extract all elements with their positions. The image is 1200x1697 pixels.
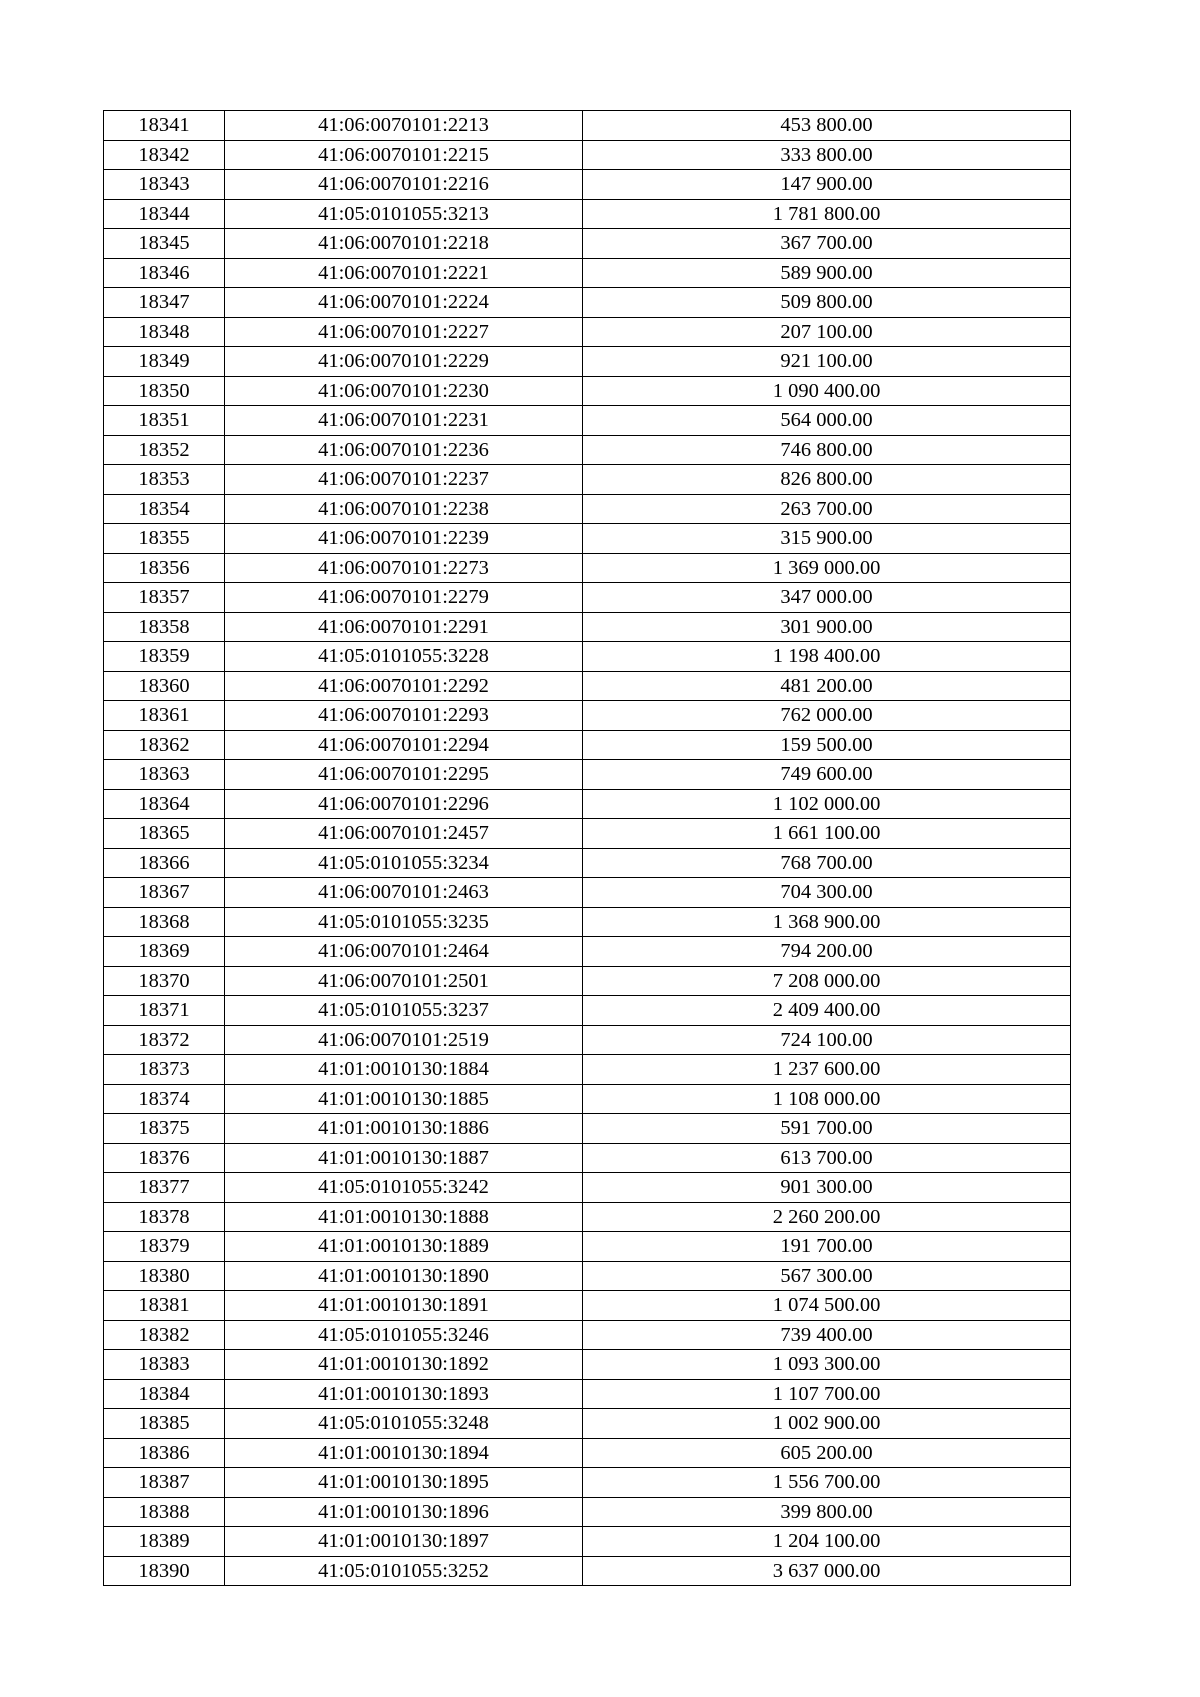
table-row bbox=[104, 1438, 1071, 1468]
row-number-cell: 18387 bbox=[104, 1468, 225, 1498]
cadastral-number-cell: 41:06:0070101:2293 bbox=[225, 701, 583, 731]
cadastral-number-cell: 41:06:0070101:2238 bbox=[225, 494, 583, 524]
cadastral-number-cell: 41:06:0070101:2229 bbox=[225, 347, 583, 377]
cadastral-number-cell: 41:06:0070101:2519 bbox=[225, 1025, 583, 1055]
cadastral-value-cell: 2 409 400.00 bbox=[583, 996, 1071, 1026]
cadastral-value-cell: 749 600.00 bbox=[583, 760, 1071, 790]
cadastral-value-cell: 481 200.00 bbox=[583, 671, 1071, 701]
table-row bbox=[104, 170, 1071, 200]
cadastral-value-cell: 191 700.00 bbox=[583, 1232, 1071, 1262]
cadastral-value-cell: 1 107 700.00 bbox=[583, 1379, 1071, 1409]
cadastral-value-cell: 591 700.00 bbox=[583, 1114, 1071, 1144]
row-number-cell: 18351 bbox=[104, 406, 225, 436]
cadastral-value-cell: 301 900.00 bbox=[583, 612, 1071, 642]
cadastral-number-cell: 41:05:0101055:3248 bbox=[225, 1409, 583, 1439]
cadastral-number-cell: 41:06:0070101:2216 bbox=[225, 170, 583, 200]
cadastral-value-cell: 1 102 000.00 bbox=[583, 789, 1071, 819]
table-row bbox=[104, 1055, 1071, 1085]
cadastral-number-cell: 41:05:0101055:3242 bbox=[225, 1173, 583, 1203]
table-row bbox=[104, 406, 1071, 436]
cadastral-number-cell: 41:06:0070101:2227 bbox=[225, 317, 583, 347]
cadastral-number-cell: 41:06:0070101:2213 bbox=[225, 111, 583, 141]
cadastral-value-cell: 1 198 400.00 bbox=[583, 642, 1071, 672]
table-row bbox=[104, 966, 1071, 996]
row-number-cell: 18370 bbox=[104, 966, 225, 996]
row-number-cell: 18357 bbox=[104, 583, 225, 613]
cadastral-value-cell: 509 800.00 bbox=[583, 288, 1071, 318]
table-row bbox=[104, 907, 1071, 937]
cadastral-value-cell: 739 400.00 bbox=[583, 1320, 1071, 1350]
row-number-cell: 18379 bbox=[104, 1232, 225, 1262]
table-row bbox=[104, 701, 1071, 731]
cadastral-number-cell: 41:01:0010130:1888 bbox=[225, 1202, 583, 1232]
row-number-cell: 18343 bbox=[104, 170, 225, 200]
table-row bbox=[104, 848, 1071, 878]
table-row bbox=[104, 1350, 1071, 1380]
cadastral-value-cell: 333 800.00 bbox=[583, 140, 1071, 170]
row-number-cell: 18356 bbox=[104, 553, 225, 583]
cadastral-number-cell: 41:06:0070101:2292 bbox=[225, 671, 583, 701]
row-number-cell: 18368 bbox=[104, 907, 225, 937]
cadastral-value-cell: 147 900.00 bbox=[583, 170, 1071, 200]
table-row bbox=[104, 1320, 1071, 1350]
table-row bbox=[104, 1468, 1071, 1498]
cadastral-value-cell: 367 700.00 bbox=[583, 229, 1071, 259]
table-row bbox=[104, 937, 1071, 967]
table-row bbox=[104, 199, 1071, 229]
cadastral-number-cell: 41:01:0010130:1897 bbox=[225, 1527, 583, 1557]
row-number-cell: 18385 bbox=[104, 1409, 225, 1439]
table-row bbox=[104, 1173, 1071, 1203]
table-row bbox=[104, 317, 1071, 347]
row-number-cell: 18390 bbox=[104, 1556, 225, 1586]
row-number-cell: 18347 bbox=[104, 288, 225, 318]
cadastral-value-cell: 347 000.00 bbox=[583, 583, 1071, 613]
row-number-cell: 18376 bbox=[104, 1143, 225, 1173]
cadastral-number-cell: 41:06:0070101:2291 bbox=[225, 612, 583, 642]
table-row bbox=[104, 288, 1071, 318]
table-row bbox=[104, 612, 1071, 642]
cadastral-number-cell: 41:06:0070101:2295 bbox=[225, 760, 583, 790]
cadastral-value-cell: 1 002 900.00 bbox=[583, 1409, 1071, 1439]
row-number-cell: 18349 bbox=[104, 347, 225, 377]
cadastral-number-cell: 41:06:0070101:2279 bbox=[225, 583, 583, 613]
table-row bbox=[104, 258, 1071, 288]
cadastral-number-cell: 41:06:0070101:2224 bbox=[225, 288, 583, 318]
table-row bbox=[104, 1261, 1071, 1291]
cadastral-number-cell: 41:06:0070101:2218 bbox=[225, 229, 583, 259]
cadastral-value-cell: 453 800.00 bbox=[583, 111, 1071, 141]
cadastral-value-cell: 1 204 100.00 bbox=[583, 1527, 1071, 1557]
table-row bbox=[104, 465, 1071, 495]
cadastral-number-cell: 41:06:0070101:2215 bbox=[225, 140, 583, 170]
table-row bbox=[104, 553, 1071, 583]
cadastral-value-cell: 794 200.00 bbox=[583, 937, 1071, 967]
table-row bbox=[104, 730, 1071, 760]
cadastral-number-cell: 41:06:0070101:2273 bbox=[225, 553, 583, 583]
row-number-cell: 18373 bbox=[104, 1055, 225, 1085]
cadastral-number-cell: 41:05:0101055:3228 bbox=[225, 642, 583, 672]
cadastral-value-cell: 315 900.00 bbox=[583, 524, 1071, 554]
cadastral-value-cell: 826 800.00 bbox=[583, 465, 1071, 495]
table-row bbox=[104, 229, 1071, 259]
row-number-cell: 18367 bbox=[104, 878, 225, 908]
cadastral-value-cell: 399 800.00 bbox=[583, 1497, 1071, 1527]
row-number-cell: 18383 bbox=[104, 1350, 225, 1380]
row-number-cell: 18382 bbox=[104, 1320, 225, 1350]
table-row bbox=[104, 347, 1071, 377]
table-row bbox=[104, 1084, 1071, 1114]
row-number-cell: 18345 bbox=[104, 229, 225, 259]
cadastral-value-cell: 746 800.00 bbox=[583, 435, 1071, 465]
cadastral-value-cell: 1 074 500.00 bbox=[583, 1291, 1071, 1321]
row-number-cell: 18341 bbox=[104, 111, 225, 141]
row-number-cell: 18363 bbox=[104, 760, 225, 790]
cadastral-number-cell: 41:01:0010130:1895 bbox=[225, 1468, 583, 1498]
cadastral-number-cell: 41:06:0070101:2296 bbox=[225, 789, 583, 819]
table-row bbox=[104, 140, 1071, 170]
row-number-cell: 18369 bbox=[104, 937, 225, 967]
cadastral-number-cell: 41:01:0010130:1885 bbox=[225, 1084, 583, 1114]
row-number-cell: 18365 bbox=[104, 819, 225, 849]
table-row bbox=[104, 1527, 1071, 1557]
table-row bbox=[104, 524, 1071, 554]
cadastral-value-cell: 768 700.00 bbox=[583, 848, 1071, 878]
cadastral-number-cell: 41:05:0101055:3213 bbox=[225, 199, 583, 229]
cadastral-number-cell: 41:06:0070101:2294 bbox=[225, 730, 583, 760]
table-row bbox=[104, 878, 1071, 908]
cadastral-number-cell: 41:01:0010130:1887 bbox=[225, 1143, 583, 1173]
cadastral-number-cell: 41:01:0010130:1892 bbox=[225, 1350, 583, 1380]
row-number-cell: 18348 bbox=[104, 317, 225, 347]
table-row bbox=[104, 1143, 1071, 1173]
row-number-cell: 18388 bbox=[104, 1497, 225, 1527]
table-row bbox=[104, 376, 1071, 406]
cadastral-value-cell: 589 900.00 bbox=[583, 258, 1071, 288]
table-row bbox=[104, 1202, 1071, 1232]
cadastral-number-cell: 41:06:0070101:2231 bbox=[225, 406, 583, 436]
cadastral-number-cell: 41:06:0070101:2501 bbox=[225, 966, 583, 996]
table-row bbox=[104, 789, 1071, 819]
table-row bbox=[104, 642, 1071, 672]
row-number-cell: 18342 bbox=[104, 140, 225, 170]
table-row bbox=[104, 1556, 1071, 1586]
table-row bbox=[104, 494, 1071, 524]
cadastral-value-cell: 567 300.00 bbox=[583, 1261, 1071, 1291]
cadastral-value-cell: 1 108 000.00 bbox=[583, 1084, 1071, 1114]
cadastral-value-cell: 1 090 400.00 bbox=[583, 376, 1071, 406]
cadastral-value-cell: 3 637 000.00 bbox=[583, 1556, 1071, 1586]
table-row bbox=[104, 111, 1071, 141]
row-number-cell: 18359 bbox=[104, 642, 225, 672]
cadastral-value-table bbox=[103, 110, 1071, 1586]
cadastral-number-cell: 41:01:0010130:1894 bbox=[225, 1438, 583, 1468]
cadastral-number-cell: 41:01:0010130:1896 bbox=[225, 1497, 583, 1527]
table-row bbox=[104, 760, 1071, 790]
row-number-cell: 18374 bbox=[104, 1084, 225, 1114]
table-body bbox=[104, 111, 1071, 1586]
cadastral-value-cell: 1 368 900.00 bbox=[583, 907, 1071, 937]
cadastral-number-cell: 41:06:0070101:2237 bbox=[225, 465, 583, 495]
row-number-cell: 18362 bbox=[104, 730, 225, 760]
cadastral-value-cell: 1 093 300.00 bbox=[583, 1350, 1071, 1380]
cadastral-value-cell: 7 208 000.00 bbox=[583, 966, 1071, 996]
cadastral-number-cell: 41:01:0010130:1893 bbox=[225, 1379, 583, 1409]
cadastral-value-cell: 2 260 200.00 bbox=[583, 1202, 1071, 1232]
cadastral-number-cell: 41:05:0101055:3235 bbox=[225, 907, 583, 937]
cadastral-value-cell: 724 100.00 bbox=[583, 1025, 1071, 1055]
cadastral-number-cell: 41:01:0010130:1886 bbox=[225, 1114, 583, 1144]
cadastral-value-cell: 613 700.00 bbox=[583, 1143, 1071, 1173]
table-row bbox=[104, 996, 1071, 1026]
cadastral-value-cell: 1 237 600.00 bbox=[583, 1055, 1071, 1085]
cadastral-number-cell: 41:01:0010130:1884 bbox=[225, 1055, 583, 1085]
cadastral-number-cell: 41:06:0070101:2457 bbox=[225, 819, 583, 849]
row-number-cell: 18384 bbox=[104, 1379, 225, 1409]
row-number-cell: 18355 bbox=[104, 524, 225, 554]
row-number-cell: 18372 bbox=[104, 1025, 225, 1055]
cadastral-value-cell: 704 300.00 bbox=[583, 878, 1071, 908]
row-number-cell: 18354 bbox=[104, 494, 225, 524]
row-number-cell: 18389 bbox=[104, 1527, 225, 1557]
cadastral-number-cell: 41:05:0101055:3246 bbox=[225, 1320, 583, 1350]
row-number-cell: 18375 bbox=[104, 1114, 225, 1144]
table-row bbox=[104, 1025, 1071, 1055]
cadastral-value-cell: 901 300.00 bbox=[583, 1173, 1071, 1203]
cadastral-value-cell: 207 100.00 bbox=[583, 317, 1071, 347]
table-row bbox=[104, 1379, 1071, 1409]
cadastral-value-cell: 762 000.00 bbox=[583, 701, 1071, 731]
row-number-cell: 18364 bbox=[104, 789, 225, 819]
cadastral-number-cell: 41:01:0010130:1890 bbox=[225, 1261, 583, 1291]
cadastral-value-cell: 921 100.00 bbox=[583, 347, 1071, 377]
row-number-cell: 18371 bbox=[104, 996, 225, 1026]
table-row bbox=[104, 1291, 1071, 1321]
cadastral-number-cell: 41:01:0010130:1891 bbox=[225, 1291, 583, 1321]
table-row bbox=[104, 1232, 1071, 1262]
row-number-cell: 18366 bbox=[104, 848, 225, 878]
row-number-cell: 18377 bbox=[104, 1173, 225, 1203]
cadastral-value-cell: 564 000.00 bbox=[583, 406, 1071, 436]
row-number-cell: 18386 bbox=[104, 1438, 225, 1468]
cadastral-value-cell: 1 781 800.00 bbox=[583, 199, 1071, 229]
row-number-cell: 18380 bbox=[104, 1261, 225, 1291]
row-number-cell: 18381 bbox=[104, 1291, 225, 1321]
table-row bbox=[104, 819, 1071, 849]
row-number-cell: 18350 bbox=[104, 376, 225, 406]
cadastral-number-cell: 41:01:0010130:1889 bbox=[225, 1232, 583, 1262]
table-row bbox=[104, 1409, 1071, 1439]
cadastral-number-cell: 41:05:0101055:3234 bbox=[225, 848, 583, 878]
row-number-cell: 18344 bbox=[104, 199, 225, 229]
cadastral-value-cell: 263 700.00 bbox=[583, 494, 1071, 524]
row-number-cell: 18346 bbox=[104, 258, 225, 288]
cadastral-number-cell: 41:06:0070101:2230 bbox=[225, 376, 583, 406]
row-number-cell: 18358 bbox=[104, 612, 225, 642]
cadastral-value-cell: 1 661 100.00 bbox=[583, 819, 1071, 849]
cadastral-value-cell: 159 500.00 bbox=[583, 730, 1071, 760]
cadastral-value-cell: 605 200.00 bbox=[583, 1438, 1071, 1468]
cadastral-number-cell: 41:06:0070101:2239 bbox=[225, 524, 583, 554]
row-number-cell: 18353 bbox=[104, 465, 225, 495]
row-number-cell: 18360 bbox=[104, 671, 225, 701]
table-row bbox=[104, 671, 1071, 701]
cadastral-number-cell: 41:05:0101055:3237 bbox=[225, 996, 583, 1026]
cadastral-number-cell: 41:06:0070101:2463 bbox=[225, 878, 583, 908]
table-row bbox=[104, 583, 1071, 613]
table-row bbox=[104, 1114, 1071, 1144]
cadastral-number-cell: 41:06:0070101:2236 bbox=[225, 435, 583, 465]
table-row bbox=[104, 435, 1071, 465]
row-number-cell: 18361 bbox=[104, 701, 225, 731]
cadastral-value-cell: 1 556 700.00 bbox=[583, 1468, 1071, 1498]
cadastral-number-cell: 41:06:0070101:2464 bbox=[225, 937, 583, 967]
cadastral-number-cell: 41:06:0070101:2221 bbox=[225, 258, 583, 288]
row-number-cell: 18378 bbox=[104, 1202, 225, 1232]
row-number-cell: 18352 bbox=[104, 435, 225, 465]
cadastral-number-cell: 41:05:0101055:3252 bbox=[225, 1556, 583, 1586]
table-row bbox=[104, 1497, 1071, 1527]
cadastral-value-cell: 1 369 000.00 bbox=[583, 553, 1071, 583]
